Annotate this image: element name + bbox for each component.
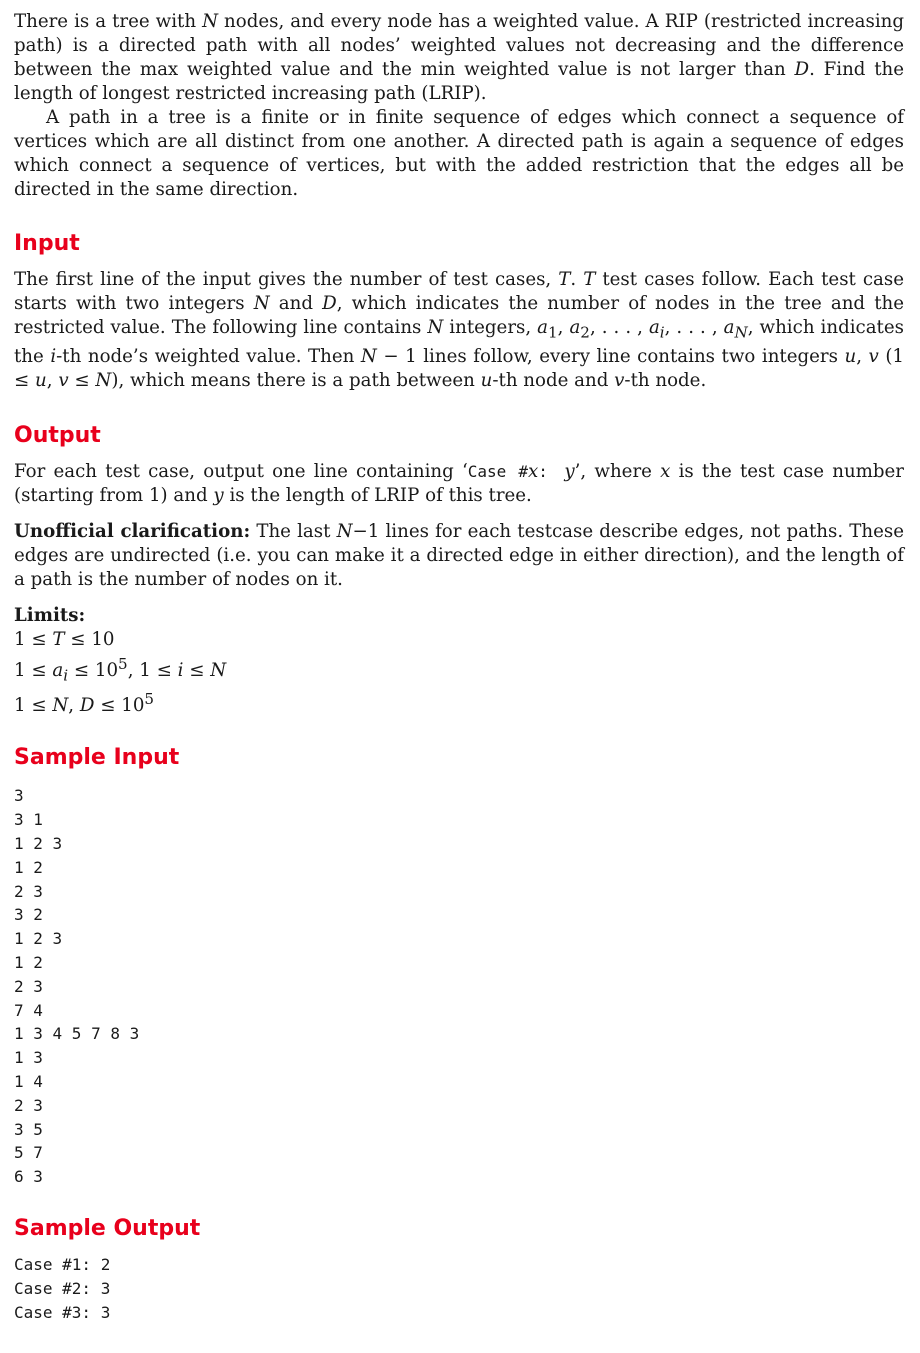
sample-input-line: 2 3 bbox=[14, 1095, 43, 1115]
sample-input-line: 1 3 bbox=[14, 1048, 43, 1068]
sample-input-line: 7 4 bbox=[14, 1000, 43, 1020]
sample-input-line: 3 bbox=[14, 786, 24, 806]
problem-statement bbox=[14, 10, 904, 1324]
input-heading: Input bbox=[14, 231, 80, 256]
limit-line: $1 \le a_i \le 10^5$, 1 ≤ i ≤ N bbox=[14, 654, 227, 685]
clarification-label: Unofficial clarification: bbox=[14, 520, 251, 542]
sample-input-line: 2 3 bbox=[14, 976, 43, 996]
sample-output-line: Case #3: 3 bbox=[14, 1302, 111, 1322]
limits-label: Limits: bbox=[14, 604, 86, 626]
sample-input-line: 1 4 bbox=[14, 1071, 43, 1091]
sample-input-line: 5 7 bbox=[14, 1143, 43, 1163]
input-description: The first line of the input gives the number of test cases, T. T test cases follow. Each test case starts with two integers N and D, which indicates the number of nodes in the tree and the restricted value. The following line contains N integers, $a_1$, $a_2$, . . . , $a_i$, . . . , $a_N$, which indicates the i-th node’s weighted value. Then N − 1 lines follow, every line contains two integers u, v (1 ≤ u, v ≤ N), which means there is a path between u-th node and v-th node. bbox=[14, 269, 904, 391]
statement-paragraph-2: A path in a tree is a finite or in finite sequence of edges which connect a sequence of vertices which are all distinct from one another. A directed path is again a sequence of edges which connect a sequence of vertices, but with the added restriction that the edges all be directed in the same direction. bbox=[14, 107, 904, 200]
sample-input-line: 2 3 bbox=[14, 881, 43, 901]
sample-output-line: Case #1: 2 bbox=[14, 1254, 111, 1274]
sample-input-line: 1 2 bbox=[14, 952, 43, 972]
sample-input-line: 1 2 3 bbox=[14, 834, 63, 853]
statement-paragraph-1: There is a tree with N nodes, and every node has a weighted value. A RIP (restricted increasing path) is a directed path with all nodes’ weighted values not decreasing and the difference between the max weighted value and the min weighted value is not larger than D. Find the length of longest restricted increasing path (LRIP). bbox=[14, 11, 904, 104]
sample-input-block bbox=[14, 784, 904, 1189]
sample-input-heading: Sample Input bbox=[14, 745, 180, 771]
sample-input-line: 6 3 bbox=[14, 1167, 43, 1187]
limit-line: 1 ≤ T ≤ 10 bbox=[14, 628, 115, 650]
sample-input-line: 3 1 bbox=[14, 810, 43, 830]
sample-input-line: 3 5 bbox=[14, 1119, 43, 1139]
sample-output-line: Case #2: 3 bbox=[14, 1278, 111, 1298]
output-heading: Output bbox=[14, 422, 101, 448]
output-description: For each test case, output one line containing ‘Case #x: y’, where x is the test case number (starting from 1) and y is the length of LRIP of this tree. bbox=[14, 460, 904, 506]
sample-input-line: 1 2 bbox=[14, 857, 43, 877]
sample-output-block bbox=[14, 1253, 904, 1324]
clarification: Unofficial clarification: The last N−1 lines for each testcase describe edges, not paths. These edges are undirected (i.e. you can make it a directed edge in either direction), and the length of a path is the number of nodes on it. bbox=[14, 520, 905, 590]
sample-output-heading: Sample Output bbox=[14, 1215, 201, 1241]
sample-input-line: 1 2 3 bbox=[14, 929, 63, 949]
limit-line: 1 ≤ N, $D \le 10^5$ bbox=[14, 690, 155, 717]
sample-input-line: 1 3 4 5 7 8 3 bbox=[14, 1024, 140, 1044]
sample-input-line: 3 2 bbox=[14, 905, 43, 925]
